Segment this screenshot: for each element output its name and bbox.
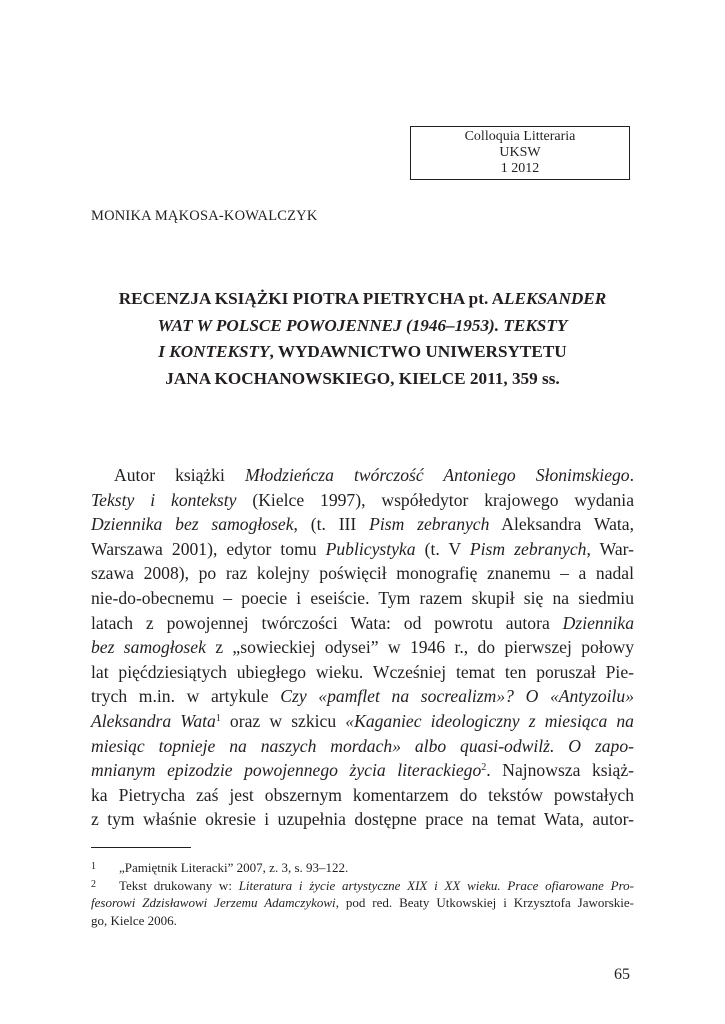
body-line: Autor książki Młodzieńcza twórczość Antoniego Słonimskiego. bbox=[114, 465, 634, 485]
footnote-1: 1 „Pamiętnik Literacki” 2007, z. 3, s. 93–122. bbox=[91, 860, 349, 875]
body-line: trych m.in. w artykule Czy «pamflet na socrealizm»? O «Antyzoilu» bbox=[91, 686, 634, 707]
body-line: miesiąc topnieje na naszych mordach» albo quasi-odwilż. O zapo- bbox=[91, 735, 634, 756]
title-line-4: JANA KOCHANOWSKIEGO, KIELCE 2011, 359 ss. bbox=[165, 368, 560, 388]
title-line-1: RECENZJA KSIĄŻKI PIOTRA PIETRYCHA pt. ALEKSANDER bbox=[118, 289, 607, 308]
body-line: z tym właśnie okresie i uzupełnia dostępne prace na temat Wata, autor- bbox=[91, 809, 634, 830]
body-text bbox=[91, 463, 634, 832]
footnote-ref-1[interactable]: 1 bbox=[215, 712, 221, 724]
journal-info-box bbox=[410, 126, 630, 180]
journal-issue: 1 2012 bbox=[500, 161, 540, 176]
journal-institution: UKSW bbox=[499, 145, 541, 160]
page-number: 65 bbox=[614, 966, 630, 983]
article-title bbox=[91, 286, 634, 392]
body-line: ka Pietrycha zaś jest obszernym komentarzem do tekstów powstałych bbox=[91, 784, 634, 805]
footnotes bbox=[91, 858, 634, 929]
footnote-2-line: go, Kielce 2006. bbox=[91, 912, 177, 928]
footnote-ref-2[interactable]: 2 bbox=[481, 762, 487, 774]
body-line: Aleksandra Wata$^1$ oraz w szkicu «Kaganiec ideologiczny z miesiąca na bbox=[91, 710, 634, 731]
body-line: Teksty i konteksty (Kielce 1997), współedytor krajowego wydania bbox=[91, 489, 635, 510]
body-line: szawa 2008), po raz kolejny poświęcił monografię znanemu – a nadal bbox=[91, 563, 634, 584]
body-line: Dziennika bez samogłosek, (t. III Pism zebranych Aleksandra Wata, bbox=[91, 514, 634, 535]
footnote-divider bbox=[91, 847, 191, 848]
body-line: mnianym epizodzie powojennego życia literackiego$^2$. Najnowsza książ- bbox=[91, 760, 634, 781]
title-line-2: WAT W POLSCE POWOJENNEJ (1946–1953). TEKSTY bbox=[157, 315, 568, 335]
author-name: MONIKA MĄKOSA-KOWALCZYK bbox=[91, 208, 318, 224]
footnote-2-line: fesorowi Zdzisławowi Jerzemu Adamczykowi, pod red. Beaty Utkowskiej i Krzysztofa Jaworskie- bbox=[91, 895, 635, 911]
footnote-2-line: 2 Tekst drukowany w: Literatura i życie artystyczne XIX i XX wieku. Prace ofiarowane Pro- bbox=[91, 878, 634, 894]
title-line-3: I KONTEKSTY, WYDAWNICTWO UNIWERSYTETU bbox=[158, 342, 567, 361]
body-line: lat pięćdziesiątych ubiegłego wieku. Wcześniej temat ten poruszał Pie- bbox=[91, 661, 634, 682]
body-line: nie-do-obecnemu – poecie i eseiście. Tym razem skupił się na siedmiu bbox=[91, 587, 634, 608]
body-line: bez samogłosek z „sowieckiej odysei” w 1946 r., do pierwszej połowy bbox=[91, 637, 634, 658]
body-line: latach z powojennej twórczości Wata: od powrotu autora Dziennika bbox=[91, 612, 634, 633]
body-line: Warszawa 2001), edytor tomu Publicystyka (t. V Pism zebranych, War- bbox=[91, 538, 634, 559]
journal-name: Colloquia Litteraria bbox=[464, 129, 576, 144]
